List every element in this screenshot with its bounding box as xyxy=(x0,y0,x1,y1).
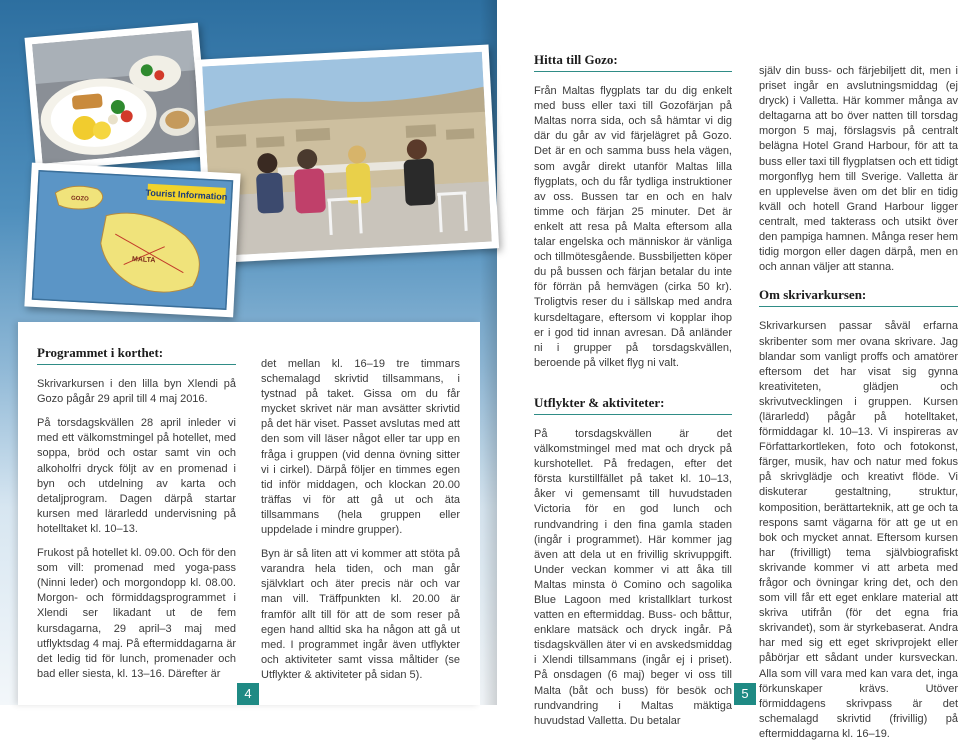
breakfast-photo xyxy=(24,23,209,172)
excursions-heading: Utflykter & aktiviteter: xyxy=(534,395,732,415)
travel-paragraph: Från Maltas flygplats tar du dig enkelt med buss eller taxi till Gozofärjan på Maltas norra sida, och så hämtar vi dig där du går av vid färjelägret på Gozo. Det är en och samma buss hela vägen, som avgår direkt utanför Maltas lilla flygplats, och du får tydliga instruktioner av oss. Bussen tar en och en halv timme och färjan 25 minuter. Det är enkelt att resa på Malta eftersom alla talar engelska och människor är vänliga och tillmötesgående. Bussbiljetten köper du på bussen och färjan betalar du inte för förrän på hemvägen (cirka 50 kr). Troligtvis reser du i sällskap med andra kursdeltagare, eftersom vi kopplar ihop er i god tid innan avresan. Då anländer ni i grupper på torsdagskvällen, beroende på vilket flyg ni valt. xyxy=(534,85,732,369)
program-paragraph: Byn är så liten att vi kommer att stöta på varandra hela tiden, och man går självklart och äter precis när och var man vill. Träffpunkten kl. 20.00 är framför allt till för att de som reser på egen hand alltid ska ha någon att gå ut med. I programmet ingår även utflykter och aktiviteter samt vissa måltider (se Utflykter & aktiviteter på sidan 5). xyxy=(261,548,460,681)
program-paragraph: Skrivarkursen i den lilla byn Xlendi på Gozo pågår 29 april till 4 maj 2016. xyxy=(37,378,236,406)
program-paragraph: På torsdagskvällen 28 april inleder vi med ett välkomstmingel på hotellet, med soppa, bröd och ostar samt vin och alkoholfri dryck följt av en promenad i byn och utdelning av karta och detaljprogram. Dagen därpå startar kursen med lärarledd undervisning på hotelltaket kl. 10–13. xyxy=(37,417,236,535)
board-title: Tourist Information xyxy=(145,187,228,202)
left-column-2 xyxy=(261,357,460,692)
gozo-label: GOZO xyxy=(70,195,89,203)
course-paragraph: Skrivarkursen passar såväl erfarna skribenter som mer ovana skrivare. Jag blandar som vanligt proffs och amatörer eftersom det har visat sig gynna kreativiteten, glädjen och skrivutvecklingen i gruppen. Kursen (lärarledd) pågår på hotelltaket, förmiddagar kl. 10–13. Vi inspireras av Författarkortleken, foto och fotokonst, färger, musik, hav och natur med fokus på skrivglädje och kreativt flöde. Vi diskuterar gestaltning, struktur, komposition, berättarteknik, att ge och ta respons samt vägarna för att ge ut en bok och mycket annat. Eftersom kursen har (frivilligt) tema självbiografiskt skrivande kommer vi att arbeta med frågor och övningar kring det, och den som vill får ett eget enklare material att skriva utifrån (för det egna fria skrivandet), som är styrkebaserat. Andra har med sig ett eget skrivprojekt eller påbörjar ett sådant under kursveckan. Alla som vill vara med kan vara det, inga förkunskaper krävs. Utöver förmiddagens skrivpass är det schemalagd skrivtid (frivillig) på eftermiddagarna kl. 16–19. xyxy=(759,320,958,740)
right-column-2 xyxy=(759,64,958,751)
terrace-group-photo xyxy=(195,44,499,263)
course-heading: Om skrivarkursen: xyxy=(759,287,958,307)
page-number-left: 4 xyxy=(237,683,259,705)
left-column-1 xyxy=(37,345,236,691)
excursions-continued-paragraph: själv din buss- och färjebiljett dit, men i priset ingår en avslutningsmiddag (ej dryck) i Valletta. Här kommer många av deltagarna att bo över natten till torsdag morgon 5 maj, förslagsvis på centralt belägna Hotel Grand Harbour, för att ta buss eller taxi till flygplatsen och ett tidigt morgonflyg hem till Sverige. Valletta är en upplevelse även om det blir en tidig kväll och hotell Grand Harbour ligger centralt, med takterass och utsikt över den pampiga hamnen. Många reser hem tidig morgon eller dagen därpå, men en och annan väljer att stanna. xyxy=(759,65,958,274)
page-number-right: 5 xyxy=(734,683,756,705)
tourist-info-map-photo xyxy=(24,163,240,318)
program-heading: Programmet i korthet: xyxy=(37,345,236,365)
program-paragraph: det mellan kl. 16–19 tre timmars schemalagd skrivtid tillsammans, i tystnad på taket. Gissa om du får mycket skrivet när man avsätter skrivtid på det här viset. Passet avslutas med att den som vill läser något eller tar upp en fråga i gruppen (vid denna övning sitter vi i cirkel). Därpå följer en timmes egen tid inför middagen, och klockan 20.00 träffas vi för att gå ut och äta tillsammans (hela gruppen eller uppdelade i mindre grupper). xyxy=(261,358,460,537)
malta-label: MALTA xyxy=(131,256,156,265)
travel-heading: Hitta till Gozo: xyxy=(534,52,732,72)
right-column-1 xyxy=(534,52,732,738)
program-paragraph: Frukost på hotellet kl. 09.00. Och för den som vill: promenad med yoga-pass (Ninni leder) och morgondopp kl. 08.00. Morgon- och förmiddagsprogrammet i Xlendi ser likadant ut de fem kursdagarna, 29 april–3 maj med utflyktsdag 4 maj. På eftermiddagarna är det ledig tid för lunch, promenader och bad eller siesta, kl. 13–16. Därefter är xyxy=(37,547,236,680)
excursions-paragraph: På torsdagskvällen är det välkomstmingel med mat och dryck på kurshotellet. På fredagen, efter det första kurstillfället på taket kl. 10–13, åker vi gemensamt till huvudstaden Victoria för en god lunch och rundvandring i den fina gamla staden (ingår i programmet). Här kommer jag även att dela ut en frivillig skrivuppgift. Under veckan kommer vi att åka till Maltas minsta ö Comino och sagolika Blue Lagoon med kristallklart turkost vatten en eftermiddag. Buss- och båttur, enklare matsäck och dryck ingår. På tisdagskvällen äter vi en avskedsmiddag i Xlendi tillsammans (ingår ej i priset). På onsdagen (6 maj) beger vi oss till Malta (båt och buss) för besök och rundvandring i Maltas mäktiga huvudstad Valletta. Du betalar xyxy=(534,427,732,727)
